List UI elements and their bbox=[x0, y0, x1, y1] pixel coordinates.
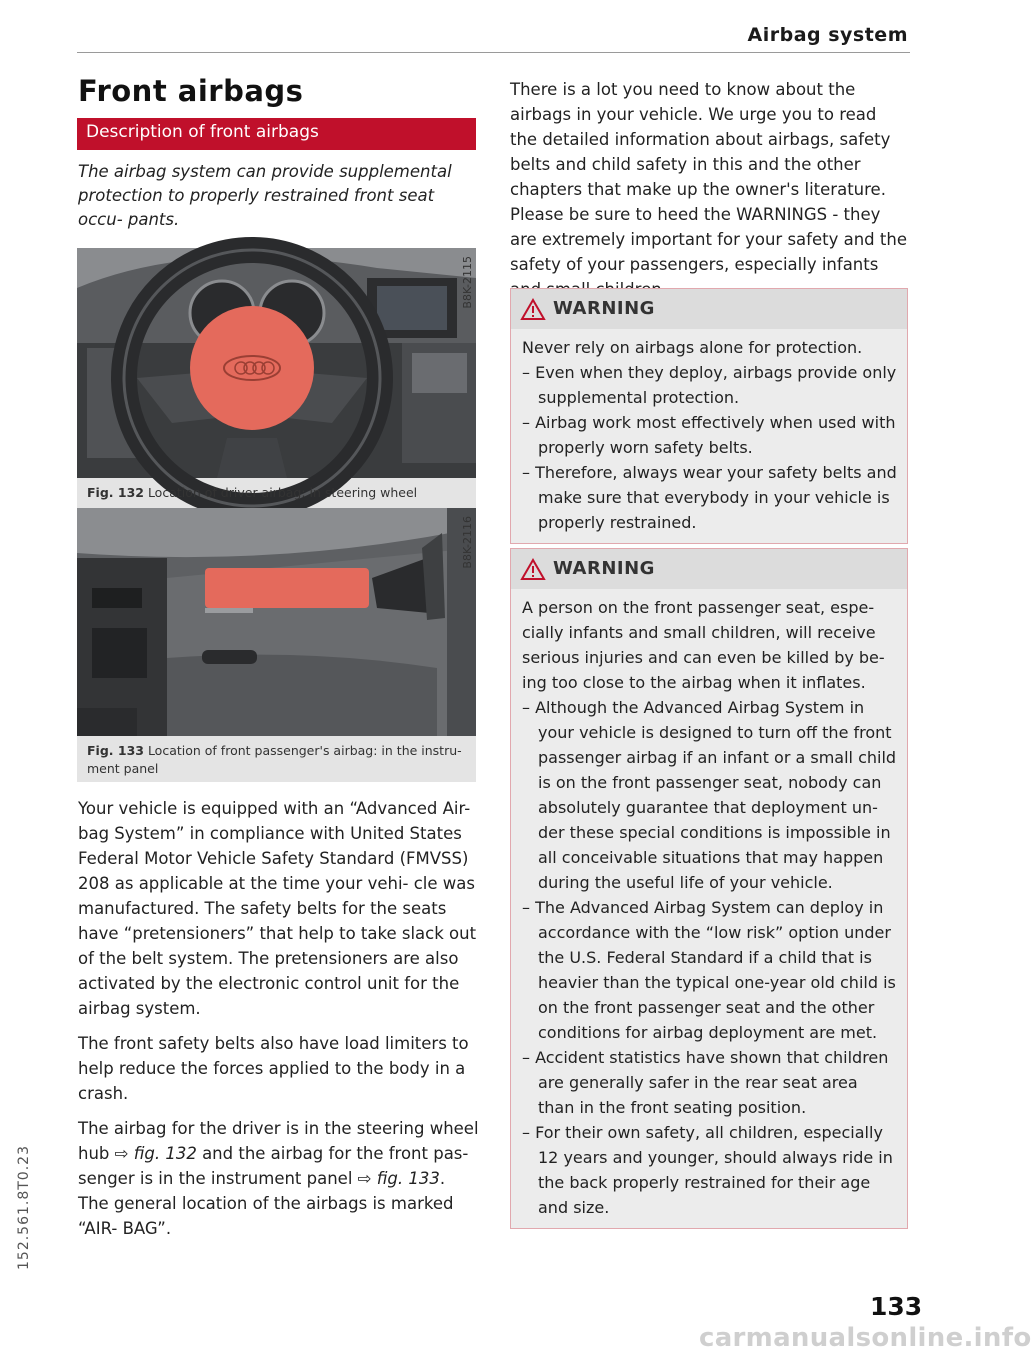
right-body bbox=[510, 77, 908, 302]
section-title: Front airbags bbox=[78, 74, 304, 108]
figure-133 bbox=[77, 508, 476, 782]
warning-body bbox=[511, 589, 907, 1228]
paragraph: The front safety belts also have load limiters to help reduce the forces applied to the body in a crash. bbox=[78, 1034, 469, 1103]
warning-item: – Airbag work most effectively when used with properly worn safety belts. bbox=[522, 410, 897, 460]
warning-header bbox=[511, 289, 907, 329]
text-run: and the airbag for the front pas- senger is in the instrument panel bbox=[78, 1144, 469, 1188]
warning-item: – For their own safety, all children, especially 12 years and younger, should always ride in the back properly restrained for their age and size. bbox=[522, 1120, 897, 1220]
paragraph bbox=[78, 1116, 480, 1241]
figure-code: B8K-2116 bbox=[461, 516, 474, 569]
warning-list bbox=[522, 695, 897, 1220]
figure-label: Fig. 132 bbox=[87, 485, 144, 500]
warning-title: WARNING bbox=[553, 298, 655, 319]
text-run: The airbag for the driver is in the steering wheel hub bbox=[78, 1119, 479, 1163]
warning-list bbox=[522, 360, 897, 535]
warning-header bbox=[511, 549, 907, 589]
warning-item: – Accident statistics have shown that children are generally safer in the rear seat area than in the front seating position. bbox=[522, 1045, 897, 1120]
warning-box bbox=[510, 288, 908, 544]
fig-132-link[interactable]: ⇨ fig. 132 bbox=[114, 1144, 197, 1163]
passenger-dashboard-image bbox=[77, 508, 476, 736]
subsection-banner bbox=[77, 118, 476, 150]
intro-text: The airbag system can provide supplemental protection to properly restrained front seat occu- pants. bbox=[78, 162, 452, 229]
page-number: 133 bbox=[870, 1292, 923, 1321]
caption-text: Location of driver airbag: in steering wheel bbox=[143, 485, 418, 500]
figure-132 bbox=[77, 248, 476, 508]
caption-text: Location of front passenger's airbag: in the instru- ment panel bbox=[87, 743, 462, 776]
text-run: . The general location of the airbags is marked “AIR- BAG”. bbox=[78, 1169, 454, 1238]
running-header: Airbag system bbox=[747, 24, 908, 46]
figure-caption bbox=[77, 478, 476, 502]
warning-body bbox=[511, 329, 907, 543]
warning-title: WARNING bbox=[553, 558, 655, 579]
warning-item: – Although the Advanced Airbag System in your vehicle is designed to turn off the front passenger airbag if an infant or a small child is on the front passenger seat, nobody can absolutely guarantee that deployment un- der these special conditions is impossible in all conceivable situations that may happen during the useful life of your vehicle. bbox=[522, 695, 897, 895]
paragraph: There is a lot you need to know about the airbags in your vehicle. We urge you to read the detailed information about airbags, safety belts and child safety in this and the other chapters that make up the owner's literature. Please be sure to heed the WARNINGS - they are extremely important for your safety and the safety of your passengers, especially infants bbox=[510, 80, 907, 274]
figure-label: Fig. 133 bbox=[87, 743, 144, 758]
paragraph: Your vehicle is equipped with an “Advanced Air- bag System” in compliance with United States Federal Motor Vehicle Safety Standard (FMVSS) 208 as applicable at the time your vehi- cle was manufactured. The safety belts for the seats have “pretensioners” that help to take slack out of the belt system. The pretensioners are also activated by the electronic control unit for the airbag system. bbox=[78, 799, 477, 1018]
figure-code: B8K-2115 bbox=[461, 256, 474, 309]
warning-item: – Even when they deploy, airbags provide only supplemental protection. bbox=[522, 360, 897, 410]
warning-triangle-icon bbox=[521, 299, 545, 320]
watermark: carmanualsonline.info bbox=[699, 1323, 1031, 1353]
warning-item: – Therefore, always wear your safety belts and make sure that everybody in your vehicle is properly restrained. bbox=[522, 460, 897, 535]
warning-item: – The Advanced Airbag System can deploy in accordance with the “low risk” option under the U.S. Federal Standard if a child that is heavier than the typical one-year old child is on the front passenger seat and the other conditions for airbag deployment are met. bbox=[522, 895, 897, 1045]
warning-lead: Never rely on airbags alone for protection. bbox=[522, 338, 863, 357]
warning-triangle-icon bbox=[521, 559, 545, 580]
side-document-code: 152.561.8T0.23 bbox=[16, 1145, 32, 1270]
figure-caption bbox=[77, 736, 476, 778]
steering-wheel-image bbox=[77, 248, 476, 478]
header-rule bbox=[77, 52, 910, 53]
warning-box bbox=[510, 548, 908, 1229]
fig-133-link[interactable]: ⇨ fig. 133 bbox=[357, 1169, 440, 1188]
warning-lead: A person on the front passenger seat, espe- cially infants and small children, will receive serious injuries and can even be killed by be- ing too close to the airbag when it inflates. bbox=[522, 598, 885, 692]
subsection-title: Description of front airbags bbox=[86, 122, 319, 142]
left-body bbox=[78, 796, 480, 1251]
